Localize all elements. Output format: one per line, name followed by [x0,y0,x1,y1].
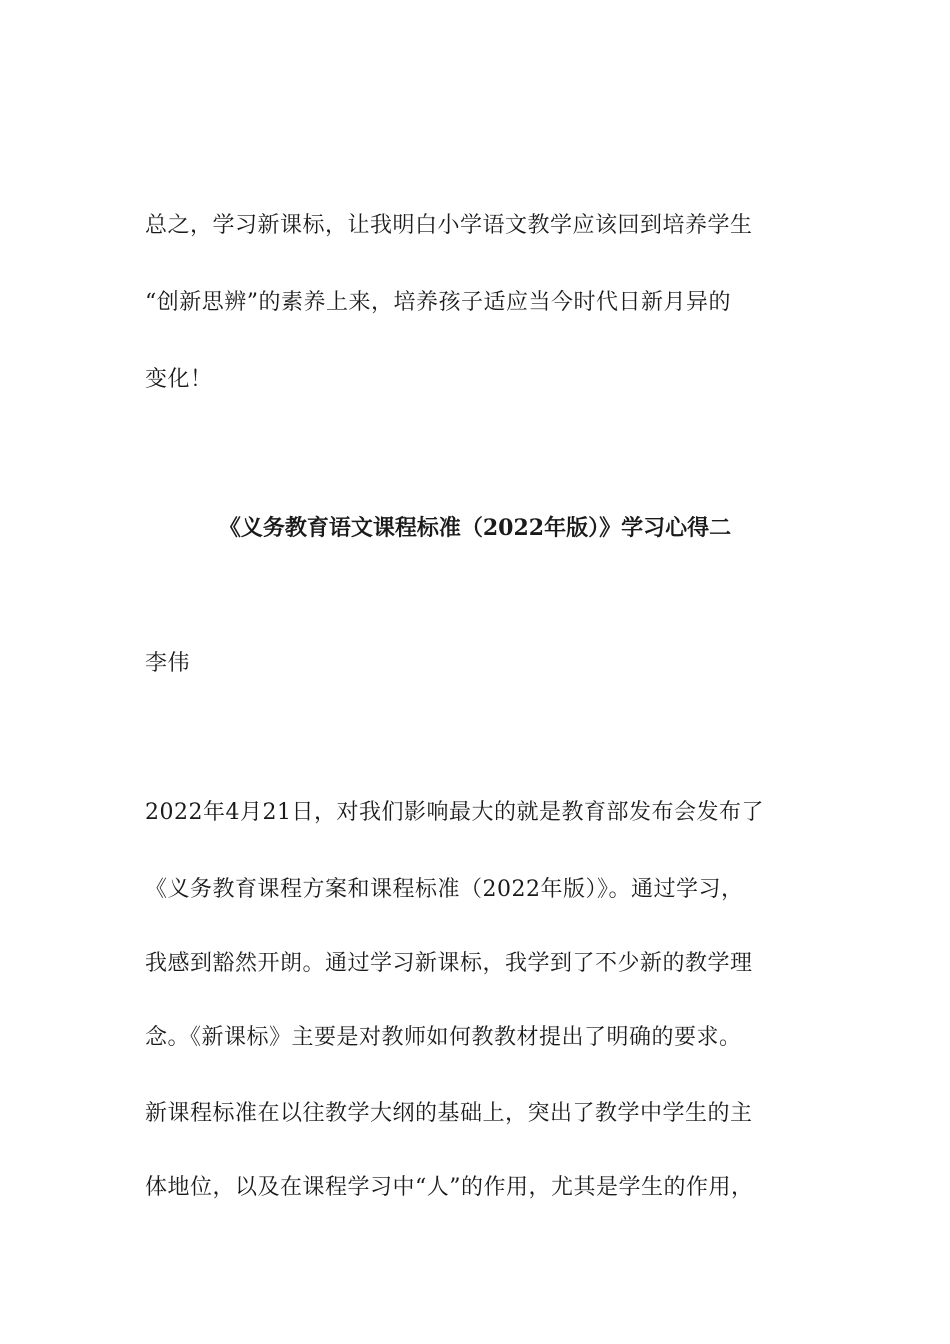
paragraph-line: 2022年4月21日，对我们影响最大的就是教育部发布会发布了 [145,800,764,825]
paragraph-line: 《义务教育课程方案和课程标准（2022年版）》。通过学习， [145,877,744,902]
paragraph-line: 我感到豁然开朗。通过学习新课标，我学到了不少新的教学理 [145,951,753,976]
paragraph-line: 新课程标准在以往教学大纲的基础上，突出了教学中学生的主 [145,1101,753,1126]
paragraph-line: 变化！ [145,367,213,392]
section-title: 《义务教育语文课程标准（2022年版）》学习心得二 [218,515,732,541]
author-name: 李伟 [145,651,191,676]
paragraph-line: “创新思辨”的素养上来，培养孩子适应当今时代日新月异的 [145,290,731,315]
paragraph-line: 总之，学习新课标，让我明白小学语文教学应该回到培养学生 [145,213,753,238]
paragraph-line: 念。《新课标》主要是对教师如何教教材提出了明确的要求。 [145,1025,742,1050]
paragraph-line: 体地位，以及在课程学习中“人”的作用，尤其是学生的作用， [145,1175,754,1200]
